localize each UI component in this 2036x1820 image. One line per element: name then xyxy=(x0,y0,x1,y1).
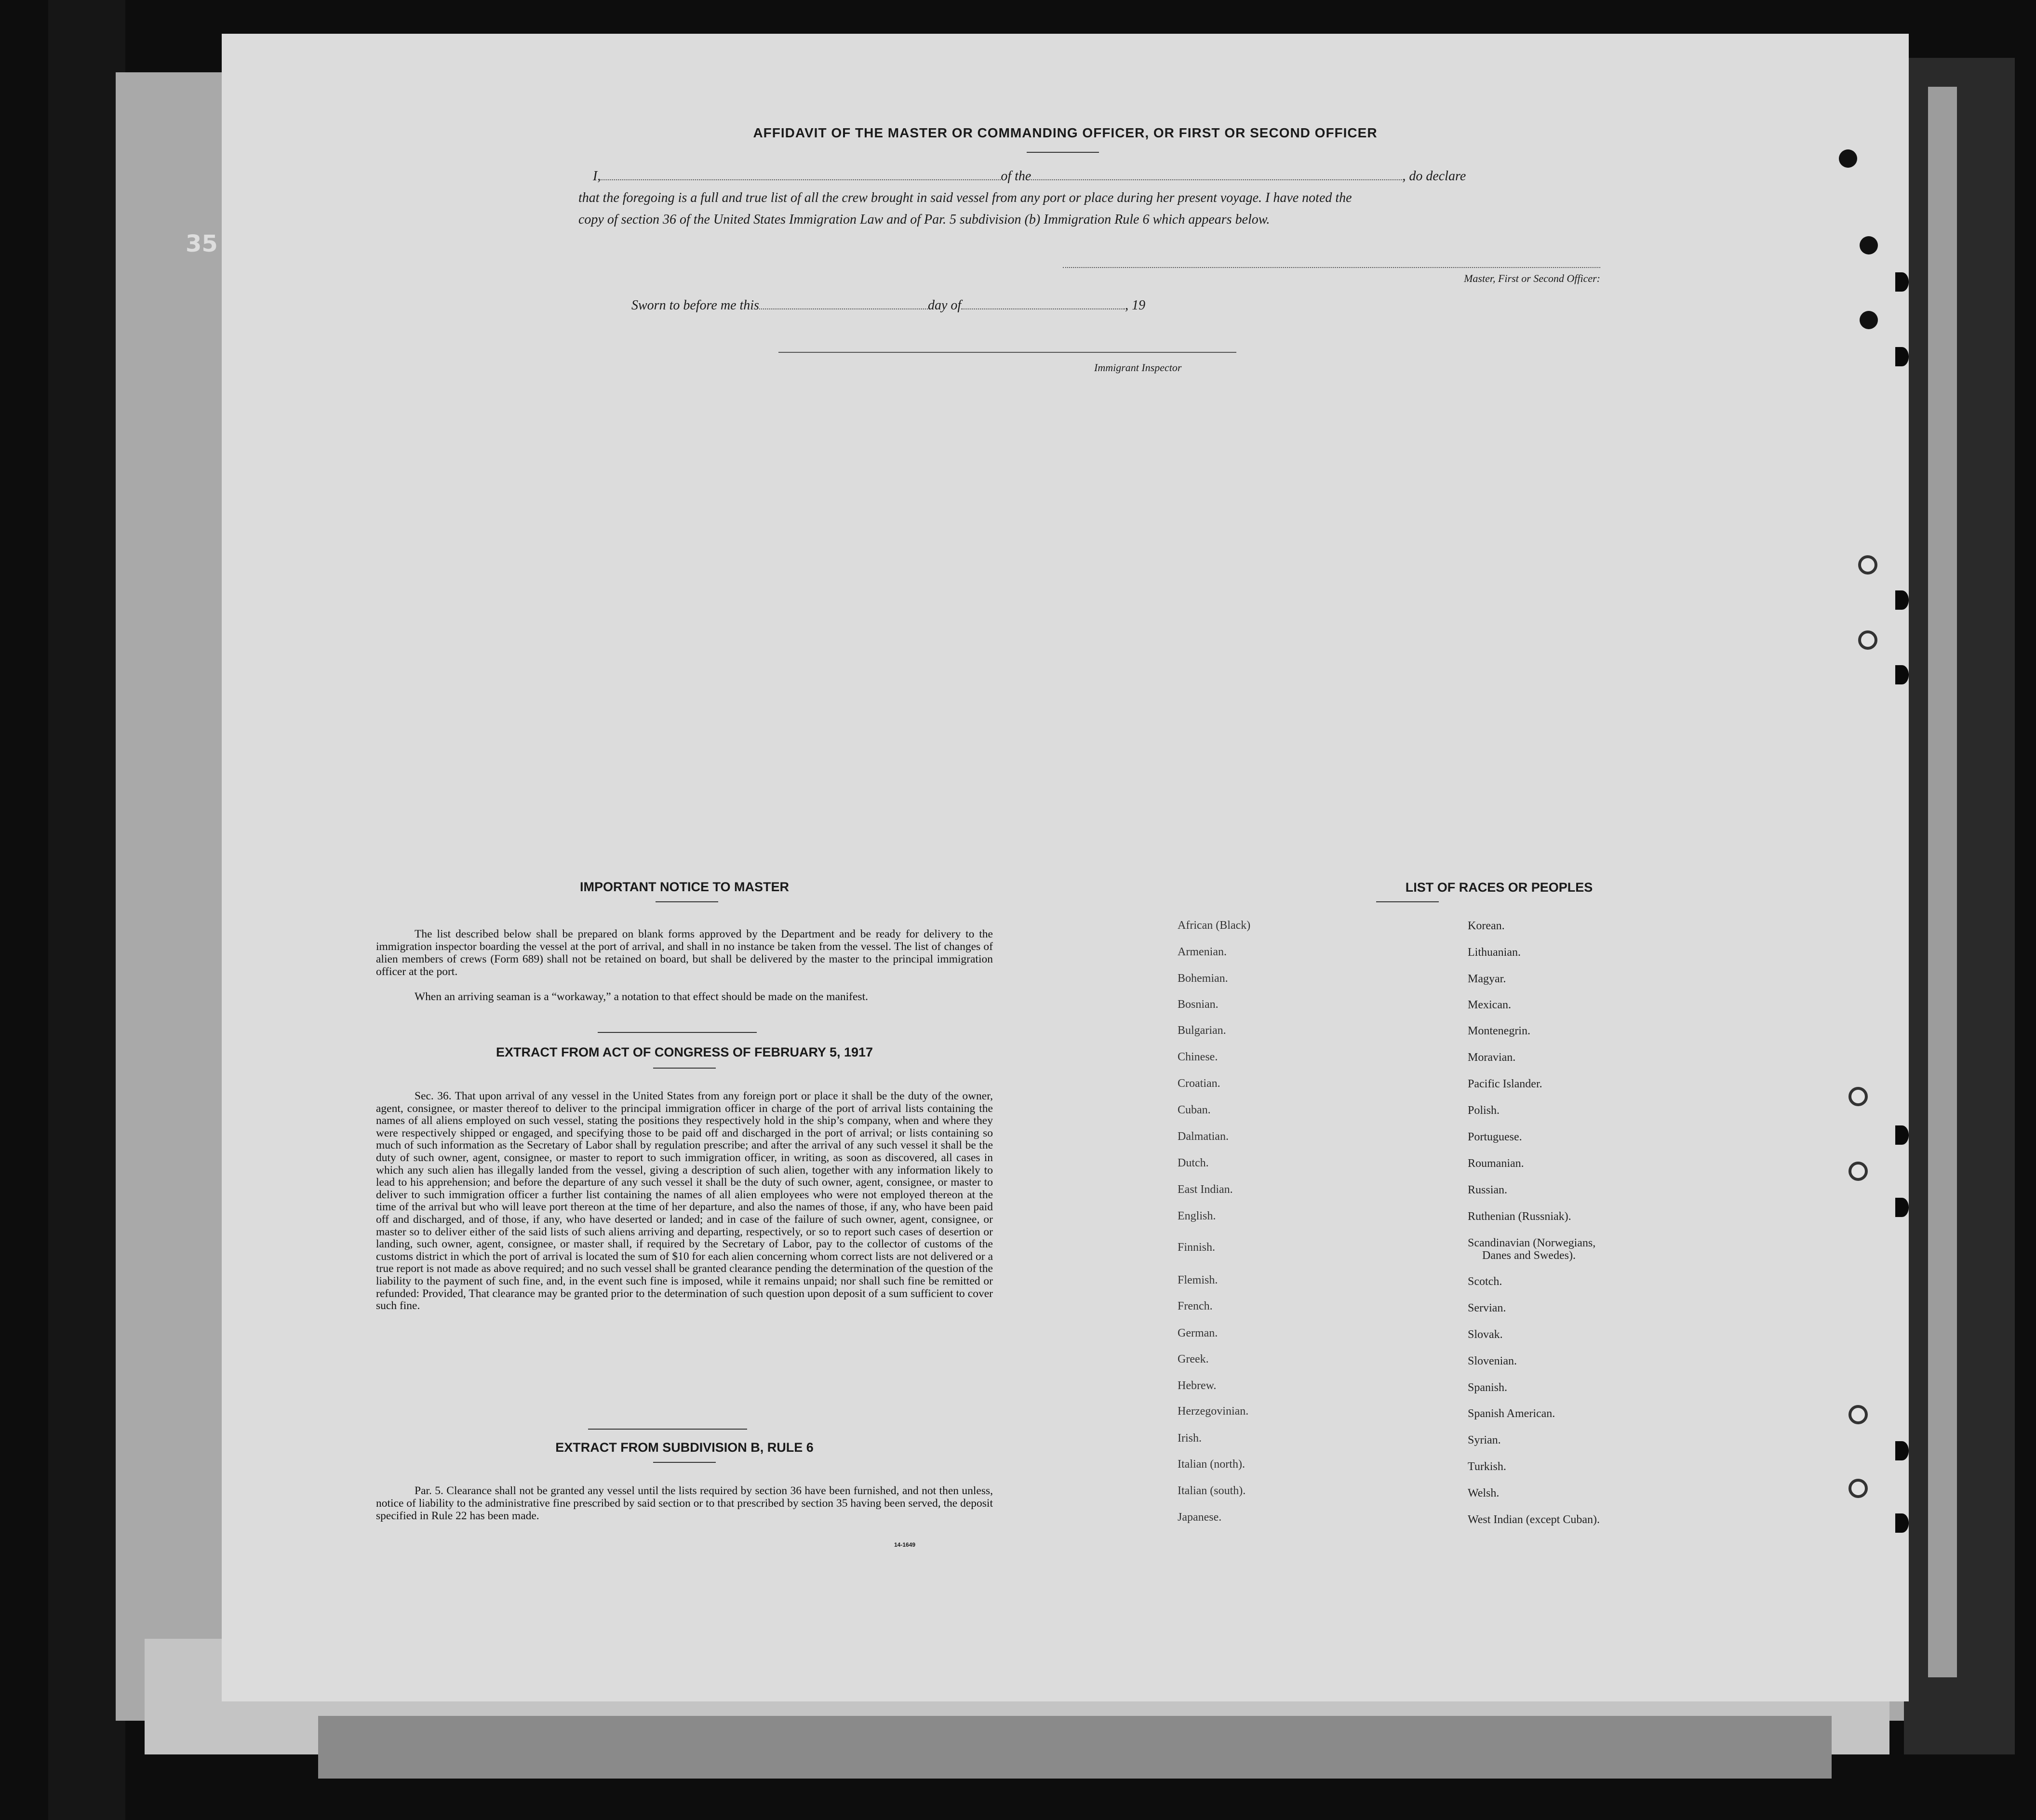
binder-notch xyxy=(1895,272,1909,292)
master-caption: Master, First or Second Officer: xyxy=(1464,272,1600,284)
binder-edge-right xyxy=(1904,58,2015,1754)
inspector-caption: Immigrant Inspector xyxy=(1094,361,1182,374)
sworn-line xyxy=(631,298,1145,313)
affidavit-of-label: of the xyxy=(1001,169,1031,184)
act-extract-text: Sec. 36. That upon arrival of any vessel in the United States from any foreign port or place it shall be the duty of the owner, agent, consignee, or master thereof to deliver to the principal immigration officer in charge of the port of arrival lists containing the names of all aliens employed on such vessel, stating the positions they respectively hold in the ship’s company, when and where they were respectively shipped or engaged, and specifying those to be paid off and discharged in the port of arrival; or lists containing so much of such information as the Secretary of Labor shall by regulation prescribe; and after the arrival of any such vessel it shall be the duty of such owner, agent, consignee, or master to report to such immigration officer, in writing, as soon as discovered, all cases in which any such alien has illegally landed from the vessel, giving a description of such alien, together with any information likely to lead to his apprehension; and before the departure of any such vessel it shall be the duty of such owner, agent, consignee, or master to deliver to such immigration officer a further list containing the names of all alien employees who were not employed thereon at the time of the arrival but who will leave port thereon at the time of her departure, and also the names of those, if any, who have been paid off and discharged, and of those, if any, who have deserted or landed; and in case of the failure of such owner, agent, consignee, or master so to deliver either of the said lists of such aliens arriving and departing, respectively, or so to report such cases of desertion or landing, such owner, agent, consignee, or master shall, if required by the Secretary of Labor, pay to the collector of customs of the customs district in which the port of arrival is located the sum of $10 for each alien concerning whom correct lists are not delivered or a true report is not made as above required; and no such vessel shall be granted clearance pending the determination of the question of the liability to the payment of such fine, and, in the event such fine is imposed, while it remains unpaid; nor shall such fine be remitted or refunded: Provided, That clearance may be granted prior to the determination of such question upon deposit of a sum sufficient to cover such fine. xyxy=(376,1090,993,1312)
races-title: LIST OF RACES OR PEOPLES xyxy=(1405,880,1593,895)
race-item: Finnish. xyxy=(1178,1241,1216,1254)
race-item: West Indian (except Cuban). xyxy=(1468,1513,1600,1526)
race-item: English. xyxy=(1178,1210,1216,1222)
binder-notch xyxy=(1895,590,1909,610)
act-divider xyxy=(588,1429,747,1430)
binder-notch xyxy=(1895,1125,1909,1145)
rule-extract-text: Par. 5. Clearance shall not be granted any vessel until the lists required by section 36 have been furnished, and not then unless, notice of liability to the administrative fine prescribed by said section or to that prescribed by section 35 having been served, the deposit specified in Rule 22 has been made. xyxy=(376,1485,993,1522)
sworn-prefix: Sworn to before me this xyxy=(631,298,759,313)
race-item: Moravian. xyxy=(1468,1051,1516,1064)
affidavit-title: AFFIDAVIT OF THE MASTER OR COMMANDING OFFICER, OR FIRST OR SECOND OFFICER xyxy=(753,125,1378,140)
vessel-blank xyxy=(1031,169,1402,180)
act-rule xyxy=(653,1068,716,1069)
binder-hole xyxy=(1839,149,1857,168)
binder-ring-hole xyxy=(1848,1479,1868,1498)
affidavit-line-1 xyxy=(593,169,1466,184)
race-item: Dutch. xyxy=(1178,1157,1209,1169)
race-item: Polish. xyxy=(1468,1104,1500,1117)
race-item: Korean. xyxy=(1468,920,1505,932)
rule-extract-title: EXTRACT FROM SUBDIVISION B, RULE 6 xyxy=(555,1440,814,1455)
race-item: Spanish American. xyxy=(1468,1407,1555,1420)
race-item: Cuban. xyxy=(1178,1104,1211,1116)
affidavit-declare-label: , do declare xyxy=(1402,169,1466,184)
races-rule xyxy=(1376,901,1439,902)
race-item: Ruthenian (Russniak). xyxy=(1468,1210,1571,1223)
race-item: Croatian. xyxy=(1178,1077,1220,1090)
race-item: Irish. xyxy=(1178,1432,1202,1445)
binder-notch xyxy=(1895,1513,1909,1533)
binder-ring-hole xyxy=(1848,1087,1868,1106)
race-item: Montenegrin. xyxy=(1468,1025,1530,1037)
race-item: Scandinavian (Norwegians, xyxy=(1468,1237,1596,1249)
race-item: Armenian. xyxy=(1178,946,1227,958)
race-item: Herzegovinian. xyxy=(1178,1405,1249,1418)
manifest-page xyxy=(222,34,1909,1701)
race-item: Hebrew. xyxy=(1178,1379,1217,1392)
race-item: Syrian. xyxy=(1468,1434,1501,1446)
notice-divider xyxy=(598,1032,757,1033)
master-signature-line xyxy=(1063,266,1600,268)
race-item: Chinese. xyxy=(1178,1051,1218,1063)
race-item: Bohemian. xyxy=(1178,972,1228,985)
race-item: Bulgarian. xyxy=(1178,1024,1226,1037)
act-extract-title: EXTRACT FROM ACT OF CONGRESS OF FEBRUARY 5, 1917 xyxy=(496,1045,873,1059)
race-item: Russian. xyxy=(1468,1184,1508,1196)
race-item: Spanish. xyxy=(1468,1381,1508,1394)
inspector-signature-line xyxy=(778,352,1236,353)
notice-paragraph-2: When an arriving seaman is a “workaway,” a notation to that effect should be made on the manifest. xyxy=(415,990,868,1003)
binder-notch xyxy=(1895,347,1909,366)
race-item: Pacific Islander. xyxy=(1468,1078,1542,1090)
binder-ring-hole xyxy=(1848,1405,1868,1424)
race-item: Dalmatian. xyxy=(1178,1130,1229,1143)
race-item: Mexican. xyxy=(1468,999,1511,1011)
affidavit-line-2: that the foregoing is a full and true list of all the crew brought in said vessel from any port or place during her present voyage. I have noted the xyxy=(578,190,1352,205)
sworn-day-blank xyxy=(759,298,928,309)
race-item: Roumanian. xyxy=(1468,1157,1524,1170)
rule-rule xyxy=(653,1462,716,1463)
race-item: German. xyxy=(1178,1327,1218,1339)
binder-notch xyxy=(1895,1198,1909,1217)
race-item: Magyar. xyxy=(1468,973,1506,985)
race-item: Japanese. xyxy=(1178,1511,1222,1524)
race-item: East Indian. xyxy=(1178,1183,1233,1196)
race-item: Slovenian. xyxy=(1468,1355,1517,1367)
notice-title: IMPORTANT NOTICE TO MASTER xyxy=(580,880,789,894)
binder-edge-left xyxy=(48,0,125,1820)
race-item: African (Black) xyxy=(1178,919,1251,932)
title-rule xyxy=(1027,152,1099,153)
page-stack-right xyxy=(1928,87,1957,1677)
sworn-year-label: , 19 xyxy=(1125,298,1146,313)
binder-hole xyxy=(1860,311,1878,329)
binder-ring-hole xyxy=(1848,1162,1868,1181)
race-item: Lithuanian. xyxy=(1468,946,1521,959)
notice-paragraph-1: The list described below shall be prepared on blank forms approved by the Department and be ready for delivery to the immigration inspector boarding the vessel at the port of arrival, and shall in no instance be taken from the vessel. The list of changes of alien members of crews (Form 689) shall not be retained on board, but shall be delivered by the master to the principal immigration officer at the port. xyxy=(376,928,993,978)
race-item: Greek. xyxy=(1178,1353,1209,1365)
notice-rule xyxy=(656,901,718,902)
race-item: Italian (north). xyxy=(1178,1458,1245,1471)
binder-notch xyxy=(1895,1441,1909,1460)
race-item: Flemish. xyxy=(1178,1274,1218,1286)
race-item: Italian (south). xyxy=(1178,1485,1246,1497)
binder-ring-hole xyxy=(1858,555,1877,575)
affidavit-line-3: copy of section 36 of the United States Immigration Law and of Par. 5 subdivision (b) Immigration Rule 6 which appears below. xyxy=(578,212,1270,227)
affidavit-i-label: I, xyxy=(593,169,601,184)
sworn-day-label: day of xyxy=(927,298,962,313)
binder-hole xyxy=(1860,236,1878,254)
binder-ring-hole xyxy=(1858,630,1877,650)
race-item: French. xyxy=(1178,1300,1213,1312)
form-number: 14-1649 xyxy=(894,1541,916,1548)
race-item-continued: Danes and Swedes). xyxy=(1482,1249,1576,1262)
race-item: Servian. xyxy=(1468,1302,1506,1314)
binder-notch xyxy=(1895,665,1909,684)
sworn-month-blank xyxy=(961,298,1125,309)
race-item: Welsh. xyxy=(1468,1487,1500,1499)
race-item: Bosnian. xyxy=(1178,998,1219,1011)
name-blank xyxy=(601,169,1001,180)
race-item: Scotch. xyxy=(1468,1275,1502,1288)
page-stack-bottom-2 xyxy=(318,1716,1832,1779)
race-item: Slovak. xyxy=(1468,1328,1503,1341)
race-item: Turkish. xyxy=(1468,1460,1506,1473)
race-item: Portuguese. xyxy=(1468,1131,1522,1143)
margin-mark-2: 35 xyxy=(186,230,218,257)
